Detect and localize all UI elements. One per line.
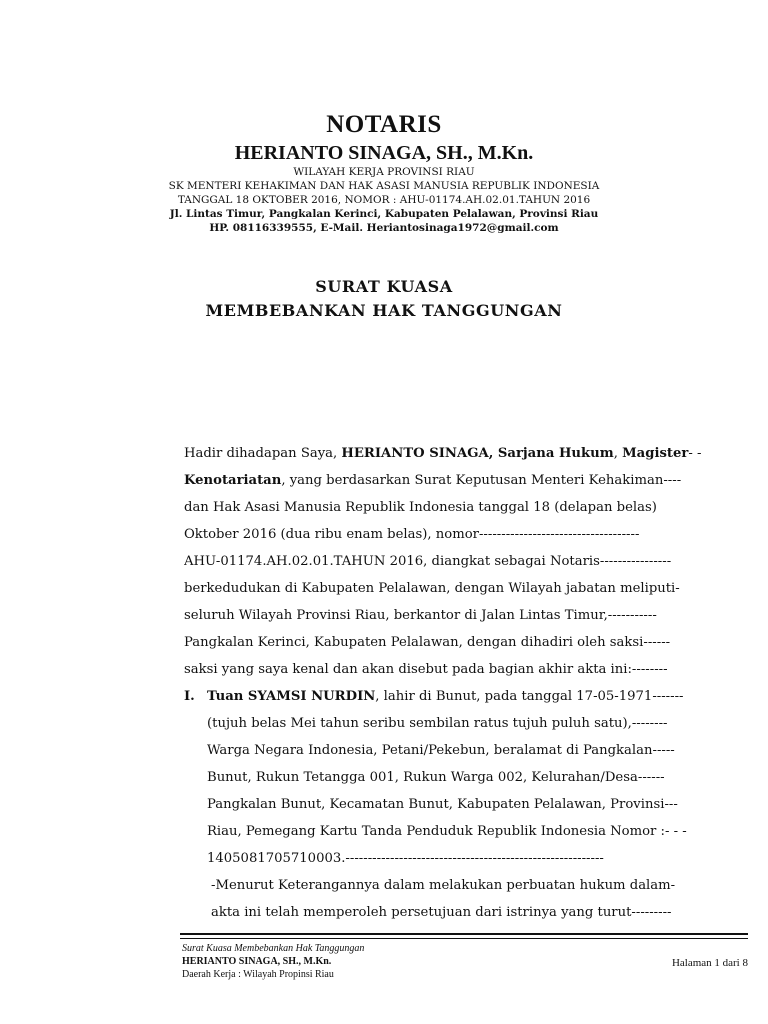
work-area: WILAYAH KERJA PROVINSI RIAU — [293, 166, 475, 178]
office-address: Jl. Lintas Timur, Pangkalan Kerinci, Kabupaten Pelalawan, Provinsi Riau — [169, 208, 599, 220]
sk-line: SK MENTERI KEHAKIMAN DAN HAK ASASI MANUSIA REPUBLIK INDONESIA — [168, 180, 600, 192]
body-line: -Menurut Keterangannya dalam melakukan perbuatan hukum dalam- — [211, 878, 676, 893]
body-text-run: Hadir dihadapan Saya, — [184, 446, 342, 461]
document-title-line-2: MEMBEBANKAN HAK TANGGUNGAN — [205, 301, 563, 320]
letterhead — [0, 110, 768, 235]
body-text-run: - - — [688, 446, 702, 461]
notary-name: HERIANTO SINAGA, SH., M.Kn. — [234, 142, 534, 164]
sk-date-line: TANGGAL 18 OKTOBER 2016, NOMOR : AHU-01174.AH.02.01.TAHUN 2016 — [177, 194, 591, 206]
body-line: Pangkalan Bunut, Kecamatan Bunut, Kabupaten Pelalawan, Provinsi--- — [207, 797, 678, 812]
body-line: AHU-01174.AH.02.01.TAHUN 2016, diangkat sebagai Notaris---------------- — [184, 554, 672, 569]
footer-doc-name: Surat Kuasa Membebankan Hak Tanggungan — [182, 943, 365, 954]
body-line: Riau, Pemegang Kartu Tanda Penduduk Republik Indonesia Nomor :- - - — [207, 824, 687, 839]
party-name-bold: Tuan SYAMSI NURDIN — [207, 689, 376, 704]
party-item — [184, 683, 750, 710]
body-line: Pangkalan Kerinci, Kabupaten Pelalawan, dengan dihadiri oleh saksi------ — [184, 635, 671, 650]
body-text-run: , yang berdasarkan Surat Keputusan Menteri Kehakiman---- — [281, 473, 682, 488]
document-title-line-1: SURAT KUASA — [315, 277, 453, 296]
page-footer — [182, 942, 748, 981]
body-line — [184, 440, 750, 467]
item-number: I. — [184, 689, 195, 704]
footer-rule-thick — [180, 933, 748, 935]
body-line: Bunut, Rukun Tetangga 001, Rukun Warga 002, Kelurahan/Desa------ — [207, 770, 665, 785]
letterhead-title: NOTARIS — [326, 111, 442, 138]
body-line: seluruh Wilayah Provinsi Riau, berkantor di Jalan Lintas Timur,----------- — [184, 608, 657, 623]
footer-notary: HERIANTO SINAGA, SH., M.Kn. — [182, 956, 332, 967]
page-number: Halaman 1 dari 8 — [671, 957, 748, 969]
deed-body — [184, 440, 750, 926]
body-line — [184, 467, 750, 494]
body-text-run: , lahir di Bunut, pada tanggal 17-05-1971------- — [375, 689, 684, 704]
kenotariatan-bold: Kenotariatan — [184, 473, 282, 488]
body-line: berkedudukan di Kabupaten Pelalawan, dengan Wilayah jabatan meliputi- — [184, 581, 680, 596]
body-text-run: , — [613, 446, 623, 461]
body-line: akta ini telah memperoleh persetujuan dari istrinya yang turut--------- — [211, 905, 672, 920]
contact-info: HP. 08116339555, E-Mail. Heriantosinaga1972@gmail.com — [209, 222, 559, 234]
footer-area: Daerah Kerja : Wilayah Propinsi Riau — [182, 969, 334, 980]
magister-bold: Magister — [622, 446, 689, 461]
body-line: (tujuh belas Mei tahun seribu sembilan ratus tujuh puluh satu),-------- — [207, 716, 668, 731]
body-line: 1405081705710003.---------------------------------------------------------- — [207, 851, 604, 866]
body-line: Warga Negara Indonesia, Petani/Pekebun, beralamat di Pangkalan----- — [207, 743, 675, 758]
notary-name-bold: HERIANTO SINAGA, Sarjana Hukum — [341, 446, 614, 461]
body-line: saksi yang saya kenal dan akan disebut pada bagian akhir akta ini:-------- — [184, 662, 668, 677]
document-title — [0, 275, 768, 323]
footer-rule-thin — [180, 938, 748, 939]
body-line: Oktober 2016 (dua ribu enam belas), nomor------------------------------------ — [184, 527, 640, 542]
body-line: dan Hak Asasi Manusia Republik Indonesia tanggal 18 (delapan belas) — [184, 500, 657, 515]
